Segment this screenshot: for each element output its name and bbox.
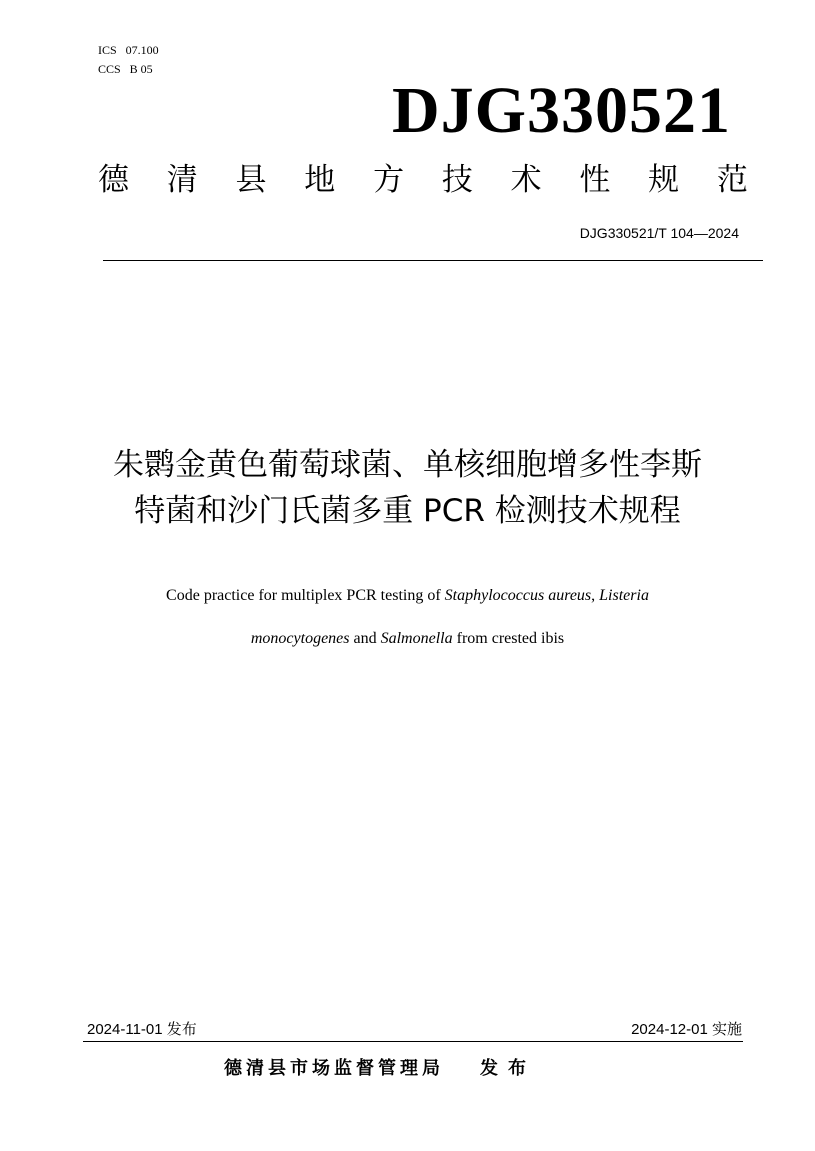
category-char: 清 [166, 162, 198, 198]
english-title-text: Code practice for multiplex PCR testing of [166, 587, 445, 604]
category-char: 范 [716, 162, 748, 198]
effective-date: 2024-12-01 实施 [631, 1021, 742, 1038]
category-char: 规 [648, 162, 680, 198]
standard-number: DJG330521/T 104—2024 [579, 225, 739, 241]
species-name-monocytogenes: monocytogenes [250, 630, 350, 647]
footer-divider [83, 1041, 743, 1042]
english-title-separator: , [591, 587, 600, 604]
chinese-title-line-2: 特菌和沙门氏菌多重 PCR 检测技术规程 [134, 493, 681, 529]
standard-code-title: DJG330521 [392, 74, 731, 147]
header-divider [103, 260, 763, 261]
category-char: 县 [235, 162, 267, 198]
species-name-salmonella: Salmonella [380, 630, 453, 647]
issuer-block [224, 1057, 536, 1081]
species-name-staphylococcus: Staphylococcus aureus [444, 587, 592, 604]
standard-category [98, 160, 748, 200]
issue-label: 发布 [480, 1058, 536, 1079]
issuer-name: 德清县市场监督管理局 [224, 1058, 444, 1079]
chinese-title-line-1: 朱鹮金黄色葡萄球菌、单核细胞增多性李斯 [113, 447, 702, 483]
publish-date: 2024-11-01 发布 [87, 1021, 197, 1038]
species-name-listeria: Listeria [599, 587, 649, 604]
english-title-text: from crested ibis [452, 630, 565, 647]
ccs-code: CCS B 05 [98, 62, 153, 76]
english-title-line-1 [0, 586, 815, 606]
category-char: 德 [98, 162, 129, 198]
category-char: 方 [373, 162, 405, 198]
ics-code: ICS 07.100 [98, 43, 159, 57]
english-title-line-2 [0, 629, 815, 649]
english-title-text: and [349, 630, 381, 647]
category-char: 技 [441, 162, 473, 198]
category-char: 性 [579, 162, 611, 198]
category-char: 术 [510, 162, 542, 198]
category-char: 地 [304, 162, 336, 198]
